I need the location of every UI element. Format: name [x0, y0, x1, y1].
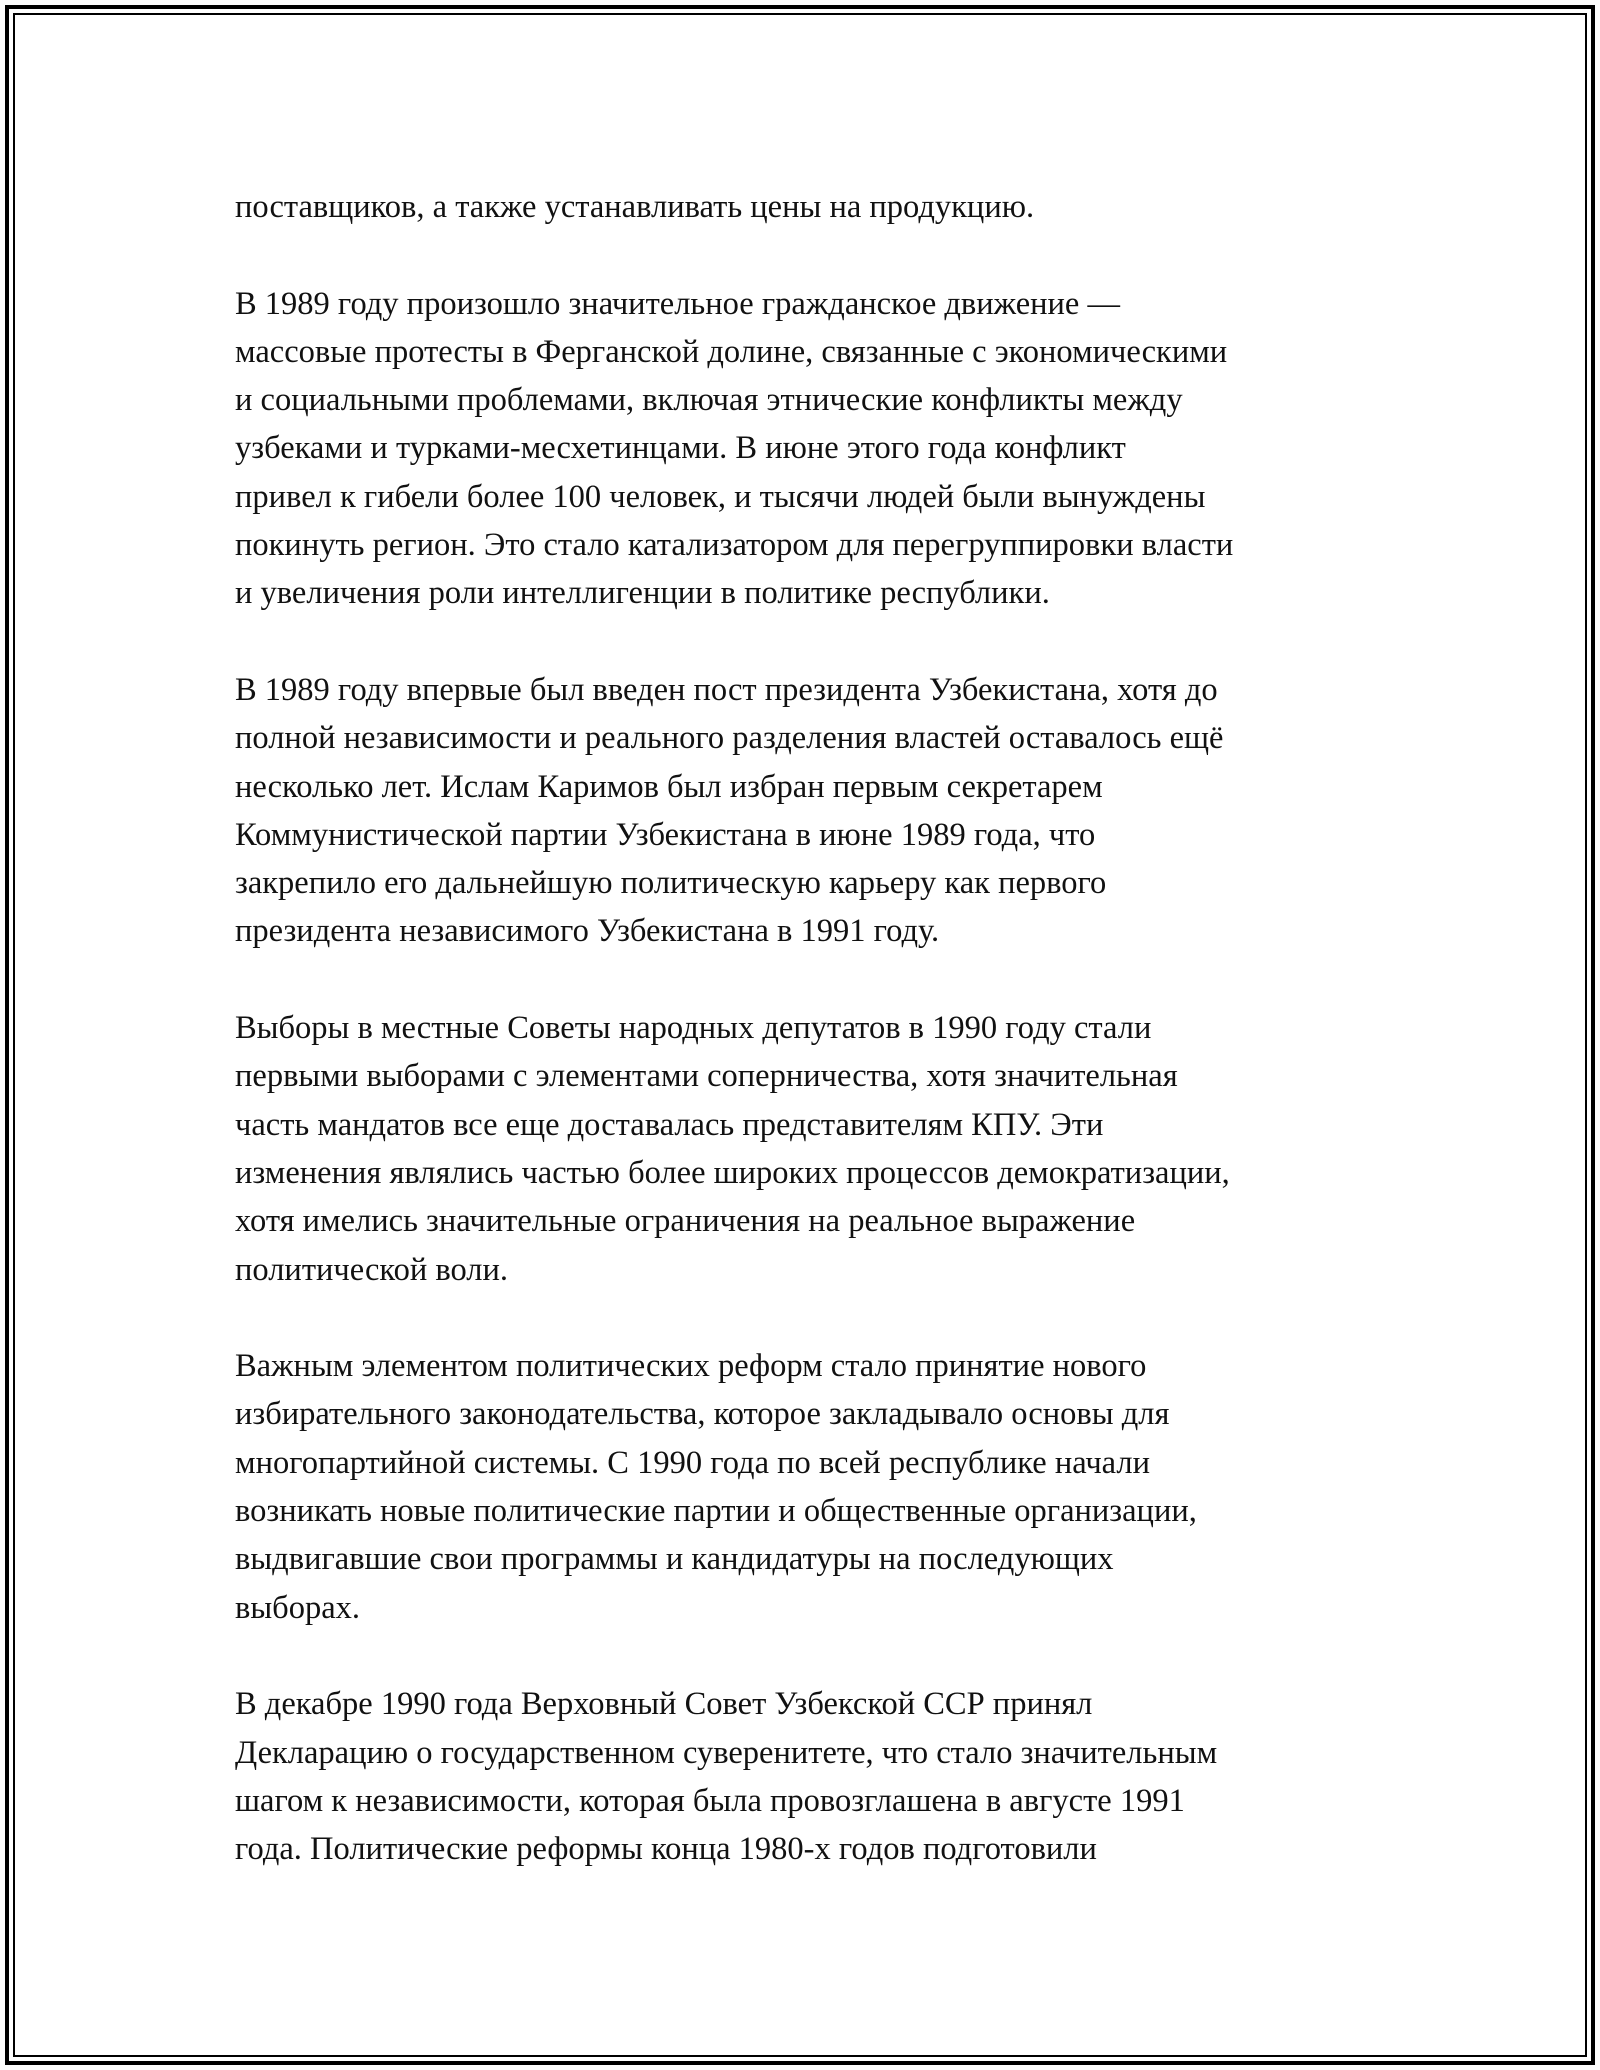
paragraph: поставщиков, а также устанавливать цены на продукцию.	[235, 189, 1035, 225]
document-body	[235, 183, 1385, 1922]
paragraph: Важным элементом политических реформ стало принятие нового избирательного законодательства, которое закладывало основы для многопартийной системы. С 1990 года по всей республике начали возникать новые политические партии и общественные организации, выдвигавшие свои программы и кандидатуры на последующих выборах.	[235, 1348, 1197, 1626]
paragraph: В декабре 1990 года Верховный Совет Узбекской ССР принял Декларацию о государственном суверенитете, что стало значительным шагом к независимости, которая была провозглашена в августе 1991 года. Политические реформы конца 1980-х годов подготовили	[235, 1686, 1218, 1868]
paragraph: В 1989 году впервые был введен пост президента Узбекистана, хотя до полной независимости и реального разделения властей оставалось ещё несколько лет. Ислам Каримов был избран первым секретарем Коммунистической партии Узбекистана в июне 1989 года, что закрепило его дальнейшую политическую карьеру как первого президента независимого Узбекистана в 1991 году.	[235, 671, 1224, 950]
paragraph: В 1989 году произошло значительное гражданское движение — массовые протесты в Ферганской долине, связанные с экономическими и социальными проблемами, включая этнические конфликты между узбеками и турками-месхетинцами. В июне этого года конфликт привел к гибели более 100 человек, и тысячи людей были вынуждены покинуть регион. Это стало катализатором для перегруппировки власти и увеличения роли интеллигенции в политике республики.	[235, 285, 1234, 612]
paragraph: Выборы в местные Советы народных депутатов в 1990 году стали первыми выборами с элементами соперничества, хотя значительная часть мандатов все еще доставалась представителям КПУ. Эти изменения являлись частью более широких процессов демократизации, хотя имелись значительные ограничения на реальное выражение политической воли.	[235, 1010, 1230, 1288]
